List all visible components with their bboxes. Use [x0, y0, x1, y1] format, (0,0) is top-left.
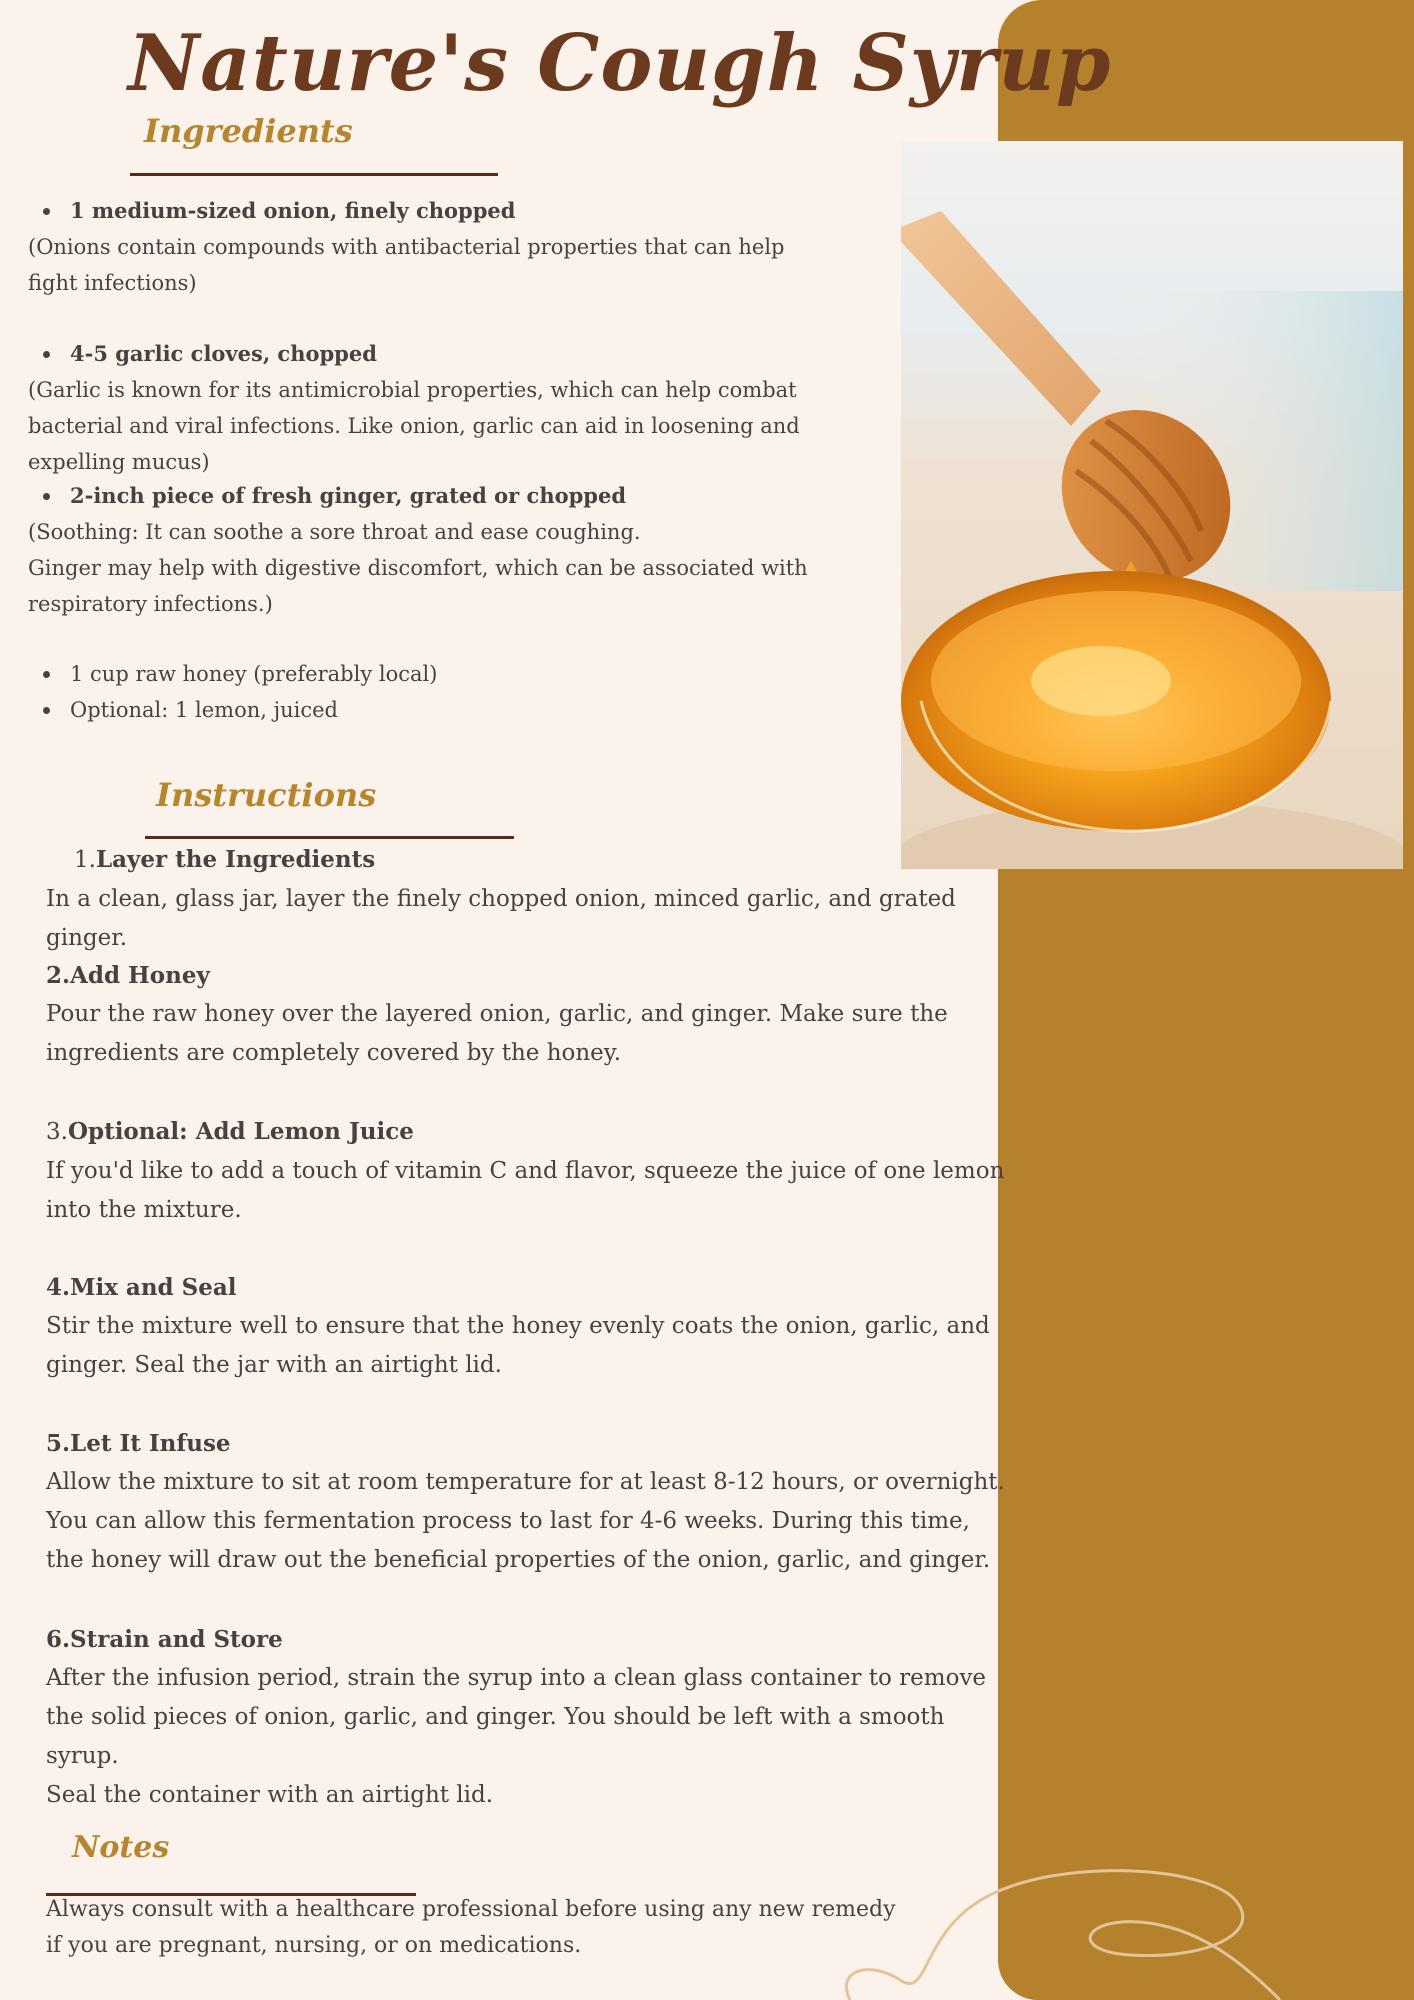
- page-title: Nature's Cough Syrup: [128, 18, 1112, 109]
- ingredients-heading: Ingredients: [144, 112, 353, 150]
- ingredient-detail: (Onions contain compounds with antibacterial properties that can help fight infections): [28, 235, 785, 295]
- instruction-step-2: [46, 956, 1006, 1073]
- instruction-step-4: [46, 1268, 1006, 1385]
- notes-line-2: if you are pregnant, nursing, or on medications.: [46, 1933, 582, 1958]
- step-number: 6.: [46, 1626, 71, 1653]
- step-text: Allow the mixture to sit at room temperature for at least 8-12 hours, or overnight. You can allow this fermentation process to last for 4-6 weeks. During this time, the honey will draw out the beneficial properties of the onion, garlic, and ginger.: [46, 1469, 1005, 1573]
- instructions-heading: Instructions: [156, 776, 377, 814]
- step-text-2: Seal the container with an airtight lid.: [46, 1782, 494, 1808]
- step-title: [46, 1620, 1006, 1659]
- ingredient-garlic: [28, 336, 888, 480]
- ingredient-ginger: [28, 478, 888, 622]
- step-number: 2.: [46, 962, 71, 989]
- step-title-text: Layer the Ingredients: [95, 846, 376, 873]
- ingredient-onion: [28, 193, 888, 301]
- instructions-underline: [145, 836, 514, 839]
- instruction-step-6: [46, 1620, 1006, 1815]
- step-text: Stir the mixture well to ensure that the honey evenly coats the onion, garlic, and ginger. Seal the jar with an airtight lid.: [46, 1313, 990, 1378]
- ingredient-name: 1 medium-sized onion, finely chopped: [28, 193, 888, 229]
- instruction-step-5: [46, 1424, 1006, 1580]
- ingredient-honey-lemon: [28, 656, 888, 728]
- ingredient-name: 2-inch piece of fresh ginger, grated or chopped: [28, 478, 888, 514]
- step-text: After the infusion period, strain the syrup into a clean glass container to remove the solid pieces of onion, garlic, and ginger. You should be left with a smooth syrup.: [46, 1665, 987, 1769]
- step-title: [46, 1112, 1006, 1152]
- notes-line-1: Always consult with a healthcare professional before using any new remedy: [46, 1897, 896, 1922]
- notes-heading: Notes: [72, 1830, 170, 1865]
- step-text: In a clean, glass jar, layer the finely chopped onion, minced garlic, and grated ginger.: [46, 886, 956, 951]
- notes-body: [46, 1892, 1006, 1964]
- step-title-text: Mix and Seal: [70, 1274, 237, 1301]
- step-number: 3.: [46, 1119, 68, 1145]
- ingredient-detail-line2: Ginger may help with digestive discomfort, which can be associated with respiratory infections.): [28, 556, 808, 616]
- step-title: [46, 1424, 1006, 1463]
- step-title-text: Optional: Add Lemon Juice: [67, 1118, 414, 1145]
- step-title-text: Add Honey: [70, 962, 210, 989]
- ingredient-name: 1 cup raw honey (preferably local): [28, 656, 888, 692]
- step-title: [46, 1268, 1006, 1307]
- step-title-text: Strain and Store: [70, 1626, 283, 1653]
- ingredient-detail-line1: (Soothing: It can soothe a sore throat and ease coughing.: [28, 520, 641, 544]
- step-number: 5.: [46, 1430, 71, 1457]
- step-title-text: Let It Infuse: [70, 1430, 231, 1457]
- ingredient-detail: (Garlic is known for its antimicrobial properties, which can help combat bacterial and viral infections. Like onion, garlic can aid in loosening and expelling mucus): [28, 378, 800, 474]
- ingredients-underline: [130, 173, 498, 176]
- ingredient-name: Optional: 1 lemon, juiced: [28, 692, 888, 728]
- honey-dipper-photo: [901, 141, 1403, 869]
- instruction-step-1: [46, 840, 1006, 958]
- step-title: [46, 956, 1006, 995]
- step-number: 1.: [74, 847, 96, 873]
- step-title: [46, 840, 1006, 880]
- step-text: If you'd like to add a touch of vitamin C and flavor, squeeze the juice of one lemon into the mixture.: [46, 1158, 1005, 1223]
- ingredient-name: 4-5 garlic cloves, chopped: [28, 336, 888, 372]
- step-number: 4.: [46, 1274, 71, 1301]
- instruction-step-3: [46, 1112, 1006, 1230]
- step-text: Pour the raw honey over the layered onion, garlic, and ginger. Make sure the ingredients are completely covered by the honey.: [46, 1001, 948, 1066]
